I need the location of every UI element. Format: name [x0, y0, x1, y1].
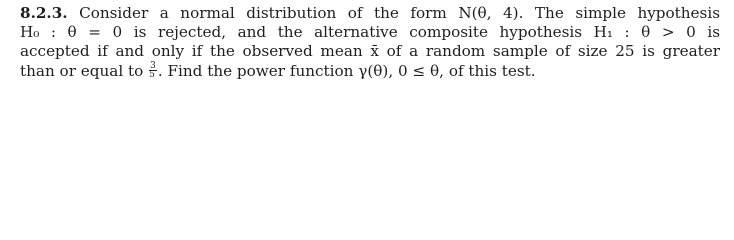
cropped-next-line — [20, 95, 720, 101]
problem-line-4 — [20, 62, 720, 81]
fraction-three-fifths — [149, 62, 157, 79]
problem-text-line-4b: . Find the power function γ(θ), 0 ≤ θ, of this test. — [157, 61, 536, 80]
problem-paragraph — [20, 4, 720, 81]
problem-line-1 — [20, 4, 720, 23]
problem-block — [20, 4, 720, 81]
fraction-denominator: 5 — [149, 70, 155, 81]
problem-text-line-4a: than or equal to — [20, 61, 144, 80]
problem-number: 8.2.3. — [20, 4, 68, 22]
problem-line-2 — [20, 23, 720, 42]
problem-text-line-1: Consider a normal distribution of the form N(θ, 4). The simple hypothesis — [79, 4, 720, 22]
problem-line-3 — [20, 42, 720, 61]
fraction-numerator: 3 — [150, 61, 156, 72]
problem-text-line-2: H₀ : θ = 0 is rejected, and the alternative composite hypothesis H₁ : θ > 0 is — [20, 23, 720, 42]
problem-text-line-3: accepted if and only if the observed mean x̄ of a random sample of size 25 is greater — [20, 42, 720, 61]
